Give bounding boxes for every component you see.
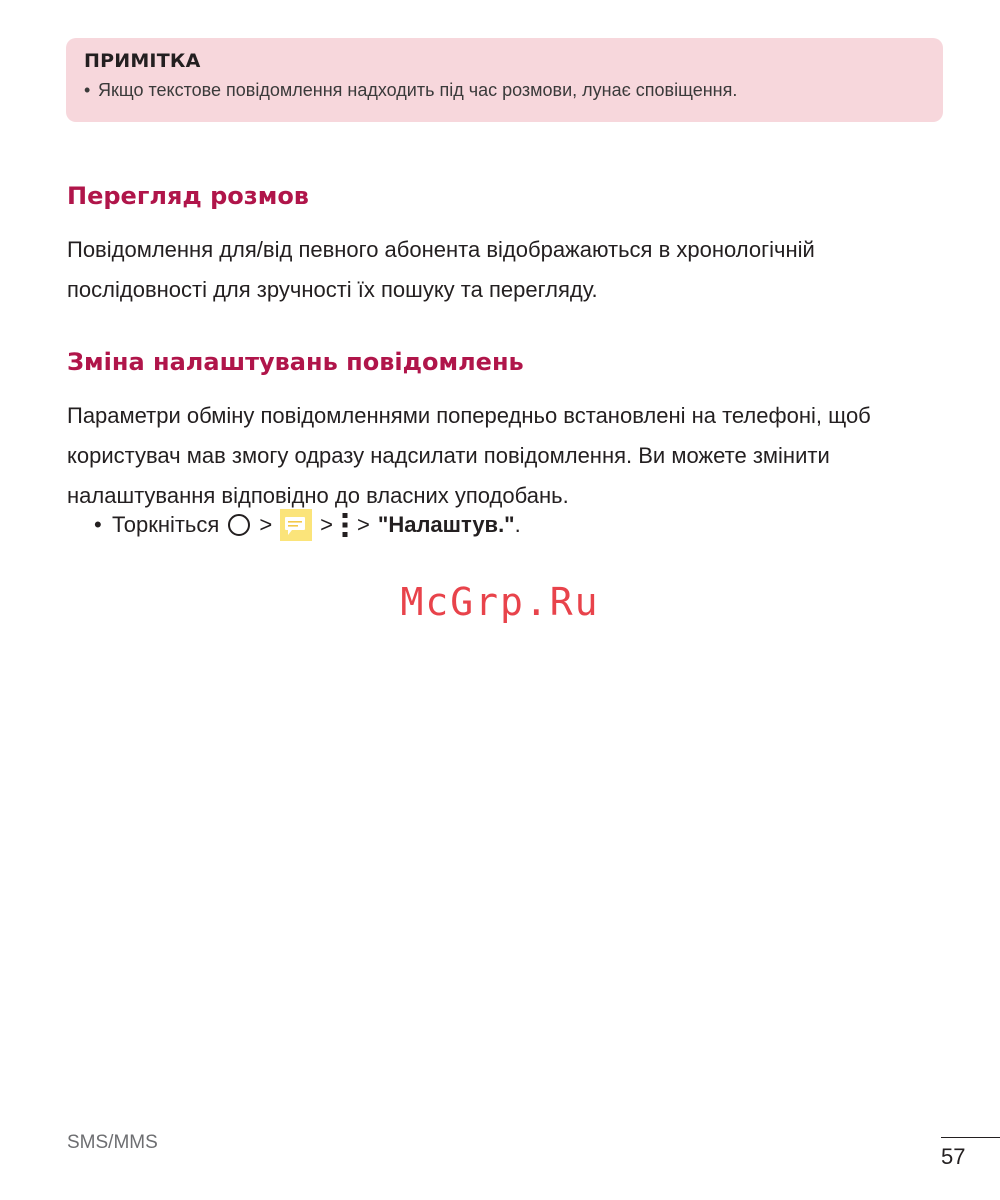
page-number: 57 <box>941 1144 966 1169</box>
step-separator: > <box>357 512 370 537</box>
paragraph-view-conversations: Повідомлення для/від певного абонента відображаються в хронологічній послідовності для зручності їх пошуку та перегляду. <box>67 237 815 302</box>
settings-target: "Налаштув." <box>377 512 515 537</box>
home-circle-icon <box>227 513 251 537</box>
step-separator: > <box>259 512 273 537</box>
step-prefix: Торкніться <box>112 512 220 537</box>
settings-step <box>94 505 521 545</box>
heading-view-conversations: Перегляд розмов <box>67 182 309 210</box>
step-separator: > <box>320 512 334 537</box>
step-bullet: • <box>94 512 102 537</box>
heading-change-message-settings: Зміна налаштувань повідомлень <box>67 348 524 376</box>
note-box <box>66 38 943 122</box>
note-title: ПРИМІТКА <box>84 50 201 72</box>
paragraph-change-message-settings: Параметри обміну повідомленнями попередньо встановлені на телефоні, щоб користувач мав змогу одразу надсилати повідомлення. Ви можете змінити налаштування відповідно до власних уподобань. <box>67 403 871 508</box>
note-item <box>84 80 925 101</box>
messaging-app-icon <box>280 509 312 541</box>
more-options-icon <box>341 512 349 538</box>
watermark: McGrp.Ru <box>400 580 600 624</box>
note-text: Якщо текстове повідомлення надходить під час розмови, лунає сповіщення. <box>98 80 738 100</box>
step-suffix: . <box>514 512 521 537</box>
page-number-rule <box>941 1137 1000 1138</box>
footer-section-label: SMS/MMS <box>67 1132 158 1153</box>
note-bullet: • <box>84 80 91 100</box>
